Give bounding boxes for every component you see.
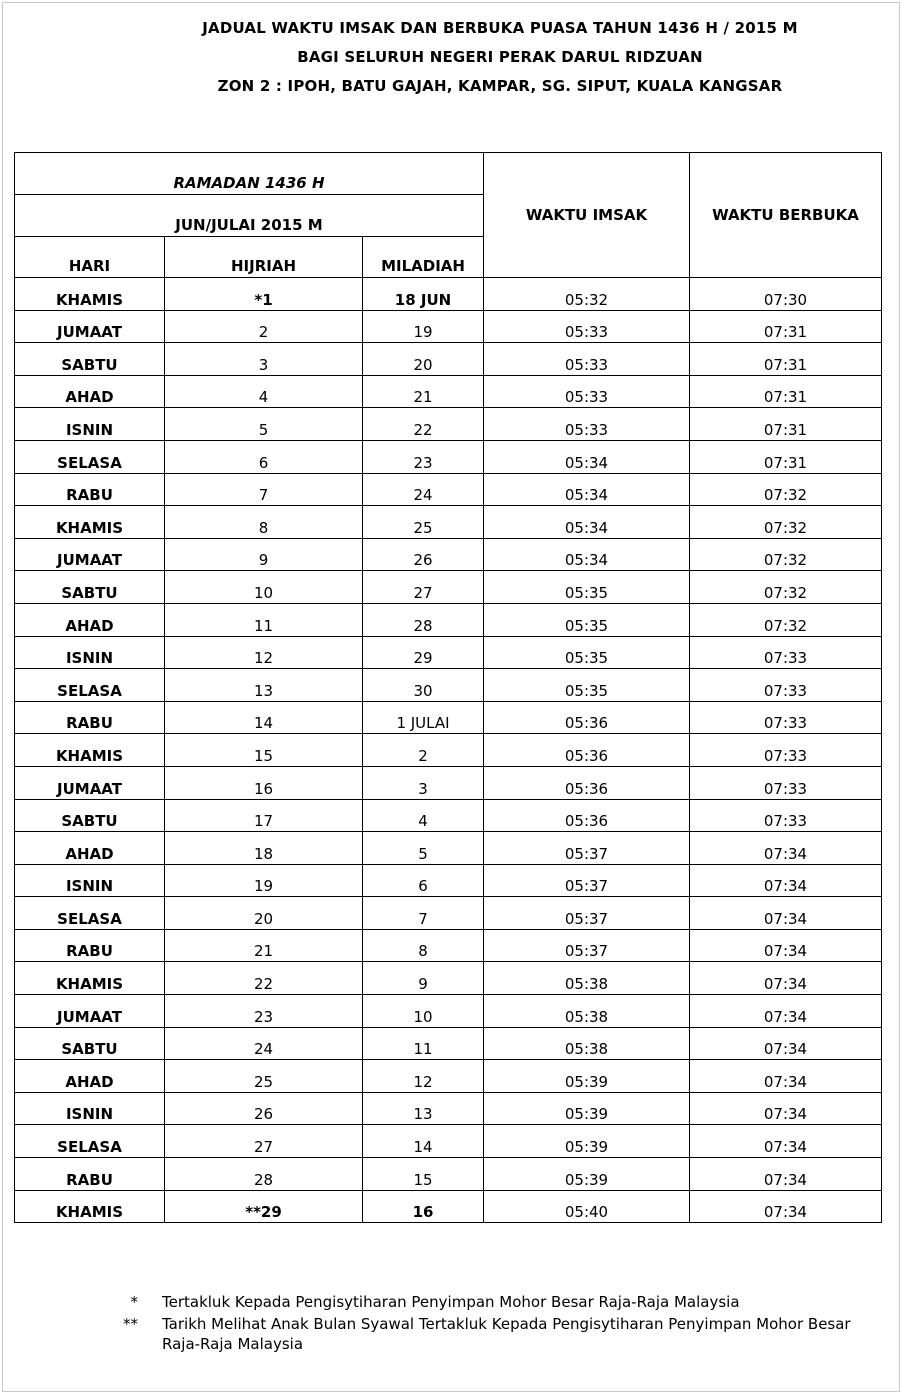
cell-imsak: 05:35 [484,571,690,604]
cell-hari: JUMAAT [15,995,165,1028]
cell-miladiah: 22 [363,408,484,441]
cell-hari: KHAMIS [15,734,165,767]
cell-hari: SELASA [15,440,165,473]
cell-hijriah: 15 [165,734,363,767]
header-ramadan: RAMADAN 1436 H [15,153,484,195]
cell-hijriah: 26 [165,1092,363,1125]
cell-berbuka: 07:30 [690,278,882,311]
cell-miladiah: 1 JULAI [363,701,484,734]
cell-imsak: 05:32 [484,278,690,311]
document-header [100,14,900,101]
cell-berbuka: 07:32 [690,603,882,636]
cell-imsak: 05:33 [484,375,690,408]
table-row [15,1190,882,1223]
cell-imsak: 05:38 [484,1027,690,1060]
table-row [15,1125,882,1158]
cell-miladiah: 28 [363,603,484,636]
cell-berbuka: 07:31 [690,310,882,343]
title-line-3: ZON 2 : IPOH, BATU GAJAH, KAMPAR, SG. SIPUT, KUALA KANGSAR [217,77,783,95]
cell-hijriah: 20 [165,897,363,930]
cell-imsak: 05:34 [484,506,690,539]
cell-imsak: 05:35 [484,669,690,702]
cell-berbuka: 07:34 [690,1125,882,1158]
cell-hijriah: 9 [165,538,363,571]
table-row [15,962,882,995]
table-row [15,799,882,832]
cell-berbuka: 07:33 [690,734,882,767]
cell-berbuka: 07:34 [690,995,882,1028]
table-row [15,538,882,571]
cell-hari: RABU [15,701,165,734]
cell-imsak: 05:33 [484,408,690,441]
cell-berbuka: 07:33 [690,701,882,734]
cell-hijriah: 25 [165,1060,363,1093]
cell-hari: AHAD [15,375,165,408]
cell-hari: AHAD [15,603,165,636]
cell-miladiah: 26 [363,538,484,571]
table-row [15,995,882,1028]
footnote-1-mark: * [130,1293,138,1311]
cell-hijriah: 6 [165,440,363,473]
cell-imsak: 05:39 [484,1125,690,1158]
header-waktu-berbuka: WAKTU BERBUKA [690,153,882,278]
cell-imsak: 05:33 [484,310,690,343]
cell-imsak: 05:37 [484,864,690,897]
cell-imsak: 05:38 [484,962,690,995]
cell-imsak: 05:35 [484,636,690,669]
cell-miladiah: 3 [363,766,484,799]
cell-berbuka: 07:34 [690,1027,882,1060]
table-row [15,669,882,702]
cell-berbuka: 07:33 [690,799,882,832]
cell-berbuka: 07:31 [690,375,882,408]
cell-miladiah: 19 [363,310,484,343]
cell-imsak: 05:39 [484,1158,690,1191]
cell-imsak: 05:36 [484,734,690,767]
title-line-2: BAGI SELURUH NEGERI PERAK DARUL RIDZUAN [297,48,703,66]
cell-hijriah: 18 [165,832,363,865]
cell-hijriah: 16 [165,766,363,799]
cell-miladiah: 14 [363,1125,484,1158]
cell-hijriah: **29 [165,1190,363,1223]
cell-imsak: 05:37 [484,832,690,865]
cell-berbuka: 07:34 [690,864,882,897]
table-row [15,897,882,930]
cell-hijriah: 23 [165,995,363,1028]
cell-hari: JUMAAT [15,766,165,799]
cell-berbuka: 07:31 [690,440,882,473]
cell-hijriah: 24 [165,1027,363,1060]
cell-miladiah: 25 [363,506,484,539]
table-row [15,408,882,441]
cell-berbuka: 07:31 [690,408,882,441]
cell-imsak: 05:40 [484,1190,690,1223]
cell-hari: SABTU [15,343,165,376]
cell-hari: RABU [15,1158,165,1191]
cell-imsak: 05:36 [484,701,690,734]
cell-imsak: 05:36 [484,766,690,799]
cell-miladiah: 23 [363,440,484,473]
cell-imsak: 05:37 [484,897,690,930]
cell-miladiah: 9 [363,962,484,995]
table-row [15,929,882,962]
cell-hijriah: 7 [165,473,363,506]
cell-hari: JUMAAT [15,538,165,571]
cell-miladiah: 30 [363,669,484,702]
table-row [15,1158,882,1191]
cell-miladiah: 15 [363,1158,484,1191]
header-hari: HARI [15,237,165,278]
cell-hari: AHAD [15,832,165,865]
cell-imsak: 05:39 [484,1060,690,1093]
cell-hari: SABTU [15,799,165,832]
table-row [15,1060,882,1093]
cell-hari: ISNIN [15,864,165,897]
table-row [15,734,882,767]
cell-miladiah: 7 [363,897,484,930]
cell-miladiah: 21 [363,375,484,408]
cell-hijriah: 5 [165,408,363,441]
cell-berbuka: 07:32 [690,538,882,571]
cell-miladiah: 20 [363,343,484,376]
cell-hijriah: 13 [165,669,363,702]
table-row [15,310,882,343]
cell-miladiah: 2 [363,734,484,767]
cell-hijriah: 8 [165,506,363,539]
cell-berbuka: 07:33 [690,766,882,799]
cell-miladiah: 10 [363,995,484,1028]
cell-hijriah: 10 [165,571,363,604]
cell-hijriah: 22 [165,962,363,995]
cell-hijriah: 27 [165,1125,363,1158]
cell-hari: RABU [15,929,165,962]
cell-hari: ISNIN [15,1092,165,1125]
cell-hijriah: 19 [165,864,363,897]
header-miladiah: MILADIAH [363,237,484,278]
cell-hijriah: 2 [165,310,363,343]
cell-berbuka: 07:32 [690,473,882,506]
footnote-1-text: Tertakluk Kepada Pengisytiharan Penyimpan Mohor Besar Raja-Raja Malaysia [162,1293,740,1311]
cell-hari: ISNIN [15,636,165,669]
cell-imsak: 05:34 [484,440,690,473]
table-row [15,701,882,734]
cell-miladiah: 13 [363,1092,484,1125]
header-row-ramadan [15,153,882,195]
cell-berbuka: 07:34 [690,832,882,865]
table-row [15,440,882,473]
table-row [15,636,882,669]
cell-miladiah: 4 [363,799,484,832]
cell-miladiah: 16 [363,1190,484,1223]
cell-hari: SABTU [15,1027,165,1060]
cell-berbuka: 07:34 [690,1190,882,1223]
cell-imsak: 05:35 [484,603,690,636]
cell-berbuka: 07:34 [690,1060,882,1093]
cell-berbuka: 07:32 [690,506,882,539]
table-row [15,1092,882,1125]
cell-imsak: 05:36 [484,799,690,832]
header-waktu-imsak: WAKTU IMSAK [484,153,690,278]
cell-imsak: 05:34 [484,473,690,506]
cell-imsak: 05:34 [484,538,690,571]
cell-berbuka: 07:33 [690,636,882,669]
table-row [15,603,882,636]
cell-hijriah: 4 [165,375,363,408]
cell-berbuka: 07:32 [690,571,882,604]
cell-hari: SELASA [15,669,165,702]
cell-imsak: 05:38 [484,995,690,1028]
cell-miladiah: 29 [363,636,484,669]
cell-hijriah: 12 [165,636,363,669]
table-row [15,375,882,408]
cell-hijriah: 3 [165,343,363,376]
footnote-2-text: Tarikh Melihat Anak Bulan Syawal Tertakluk Kepada Pengisytiharan Penyimpan Mohor Besar Raja-Raja Malaysia [162,1315,851,1353]
cell-imsak: 05:33 [484,343,690,376]
cell-hijriah: 11 [165,603,363,636]
cell-miladiah: 24 [363,473,484,506]
cell-hijriah: 21 [165,929,363,962]
cell-hari: SELASA [15,1125,165,1158]
cell-miladiah: 8 [363,929,484,962]
table-row [15,571,882,604]
cell-hari: RABU [15,473,165,506]
cell-berbuka: 07:33 [690,669,882,702]
cell-miladiah: 11 [363,1027,484,1060]
title-line-1: JADUAL WAKTU IMSAK DAN BERBUKA PUASA TAHUN 1436 H / 2015 M [202,19,798,37]
cell-hari: KHAMIS [15,506,165,539]
cell-berbuka: 07:34 [690,1158,882,1191]
cell-hari: KHAMIS [15,962,165,995]
cell-hari: KHAMIS [15,1190,165,1223]
cell-hari: KHAMIS [15,278,165,311]
cell-hari: SABTU [15,571,165,604]
cell-berbuka: 07:34 [690,897,882,930]
timetable [14,152,882,1223]
cell-miladiah: 5 [363,832,484,865]
table-row [15,343,882,376]
cell-miladiah: 18 JUN [363,278,484,311]
table-row [15,278,882,311]
cell-berbuka: 07:31 [690,343,882,376]
cell-miladiah: 12 [363,1060,484,1093]
cell-miladiah: 6 [363,864,484,897]
cell-hijriah: 28 [165,1158,363,1191]
cell-berbuka: 07:34 [690,962,882,995]
table-row [15,1027,882,1060]
cell-hijriah: 17 [165,799,363,832]
cell-hari: ISNIN [15,408,165,441]
header-hijriah: HIJRIAH [165,237,363,278]
cell-hari: SELASA [15,897,165,930]
cell-hari: JUMAAT [15,310,165,343]
footnote-2-mark: ** [123,1315,138,1333]
cell-hijriah: 14 [165,701,363,734]
cell-hari: AHAD [15,1060,165,1093]
cell-hijriah: *1 [165,278,363,311]
table-row [15,832,882,865]
table-row [15,766,882,799]
cell-imsak: 05:39 [484,1092,690,1125]
cell-imsak: 05:37 [484,929,690,962]
cell-miladiah: 27 [363,571,484,604]
header-month: JUN/JULAI 2015 M [15,195,484,237]
table-row [15,473,882,506]
cell-berbuka: 07:34 [690,1092,882,1125]
table-row [15,506,882,539]
cell-berbuka: 07:34 [690,929,882,962]
table-row [15,864,882,897]
